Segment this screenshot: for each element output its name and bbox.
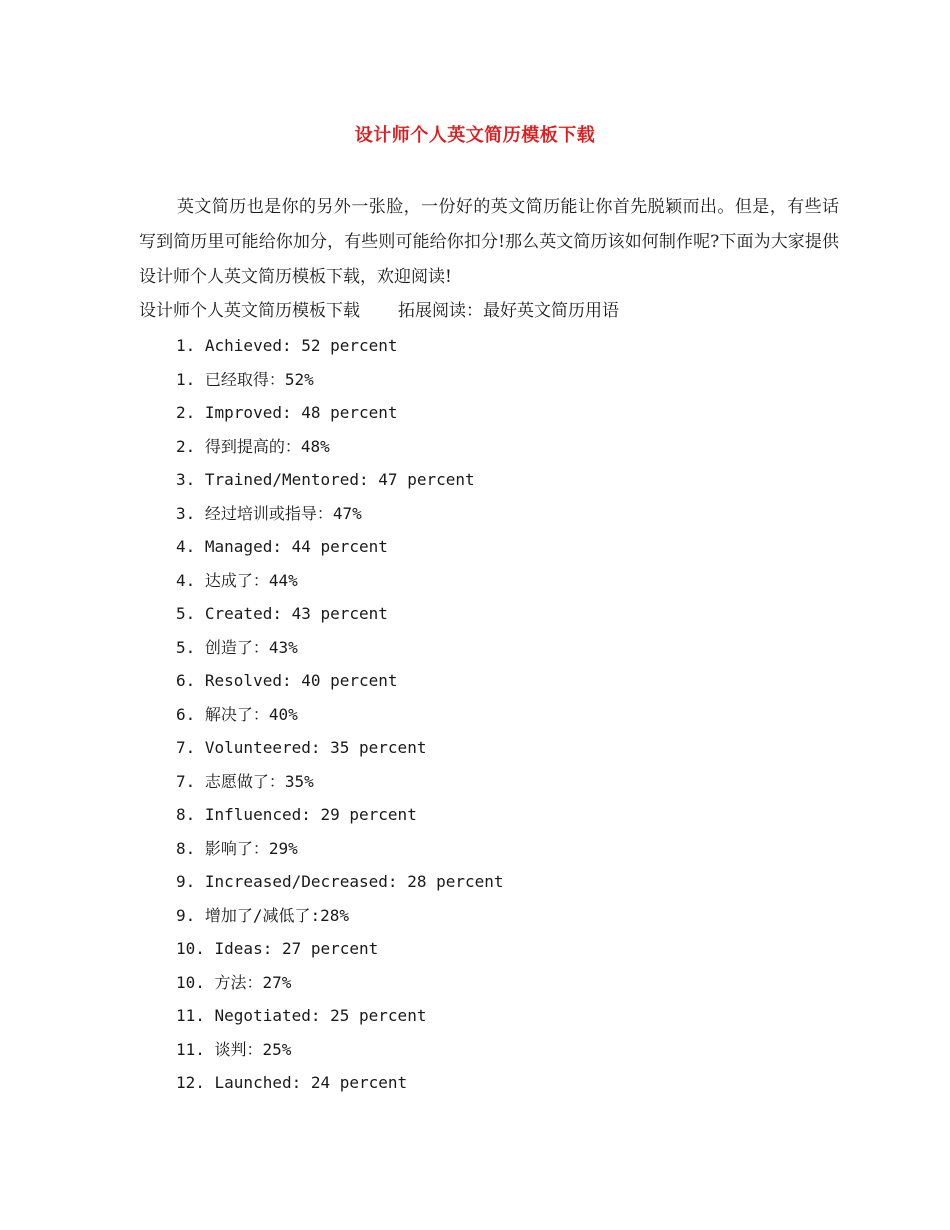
extended-reading-label: 拓展阅读：最好英文简历用语 xyxy=(398,301,619,321)
list-item: 9. Increased/Decreased: 28 percent xyxy=(176,872,504,891)
list-item: 5. 创造了：43% xyxy=(176,637,298,657)
verb-list xyxy=(176,333,504,1104)
list-item: 4. 达成了：44% xyxy=(176,570,298,590)
subheading-title: 设计师个人英文简历模板下载 xyxy=(139,301,360,321)
list-item: 2. Improved: 48 percent xyxy=(176,403,398,422)
list-item: 11. Negotiated: 25 percent xyxy=(176,1006,427,1025)
list-item: 2. 得到提高的：48% xyxy=(176,436,330,456)
list-item: 8. Influenced: 29 percent xyxy=(176,805,417,824)
list-item: 6. 解决了：40% xyxy=(176,704,298,724)
list-item: 8. 影响了：29% xyxy=(176,838,298,858)
list-item: 1. Achieved: 52 percent xyxy=(176,336,398,355)
list-item: 6. Resolved: 40 percent xyxy=(176,671,398,690)
intro-paragraph: 英文简历也是你的另外一张脸，一份好的英文简历能让你首先脱颖而出。但是，有些话写到简历里可能给你加分，有些则可能给你扣分!那么英文简历该如何制作呢?下面为大家提供设计师个人英文简历模板下载，欢迎阅读! xyxy=(139,197,839,287)
list-item: 10. 方法：27% xyxy=(176,972,292,992)
list-item: 3. 经过培训或指导：47% xyxy=(176,503,362,523)
document-title: 设计师个人英文简历模板下载 xyxy=(354,125,596,146)
list-item: 7. 志愿做了：35% xyxy=(176,771,314,791)
list-item: 4. Managed: 44 percent xyxy=(176,537,388,556)
list-item: 5. Created: 43 percent xyxy=(176,604,388,623)
list-item: 3. Trained/Mentored: 47 percent xyxy=(176,470,475,489)
subheading-line xyxy=(139,298,619,324)
list-item: 10. Ideas: 27 percent xyxy=(176,939,379,958)
list-item: 1. 已经取得：52% xyxy=(176,369,314,389)
list-item: 7. Volunteered: 35 percent xyxy=(176,738,427,757)
list-item: 12. Launched: 24 percent xyxy=(176,1073,408,1092)
list-item: 9. 增加了/减低了:28% xyxy=(176,905,350,925)
list-item: 11. 谈判：25% xyxy=(176,1039,292,1059)
